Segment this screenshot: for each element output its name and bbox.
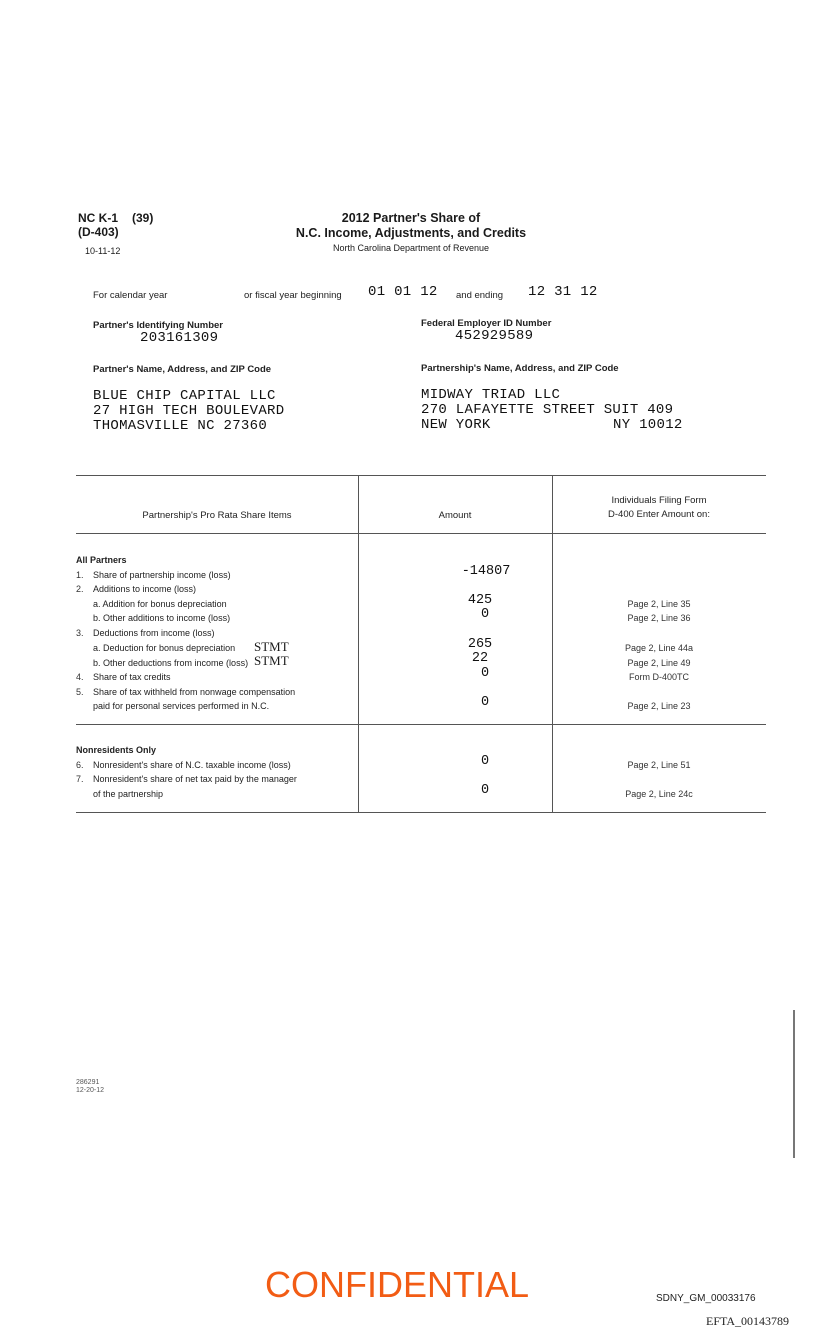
footer-code-2: 12-20-12 [76,1087,105,1094]
row-label: paid for personal services performed in N.C. [93,701,270,711]
fein: 452929589 [455,328,534,344]
row-amount: 0 [480,666,490,681]
bates-number-sdny: SDNY_GM_00033176 [656,1293,756,1304]
agency-name: North Carolina Department of Revenue [332,243,490,253]
partner-name: BLUE CHIP CAPITAL LLC [93,388,276,404]
row-number: 5. [76,687,84,697]
fiscal-year-end: 12 31 12 [528,284,598,300]
partnership-name: MIDWAY TRIAD LLC [421,387,561,403]
row-label: Nonresident's share of N.C. taxable income (loss) [93,760,291,770]
table-section-rule [76,724,766,725]
section-nonresidents: Nonresidents Only [76,745,157,755]
row-label: a. Deduction for bonus depreciation [93,643,236,653]
fiscal-year-begin: 01 01 12 [368,284,438,300]
bates-number-efta: EFTA_00143789 [706,1314,790,1328]
row-amount: 425 [467,593,493,608]
row-amount: 0 [480,695,490,710]
calendar-year-label: For calendar year [93,290,168,301]
fiscal-year-label: or fiscal year beginning [244,290,342,301]
row-amount: 0 [480,754,490,769]
row-number: 1. [76,570,84,580]
footer-code-1: 286291 [76,1079,100,1086]
col-header-items: Partnership's Pro Rata Share Items [142,510,292,521]
row-stmt-marker: STMT [254,639,289,654]
partner-name-label: Partner's Name, Address, and ZIP Code [93,364,272,375]
row-destination: Form D-400TC [628,672,689,682]
confidential-stamp: CONFIDENTIAL [265,1264,530,1305]
partnership-name-label: Partnership's Name, Address, and ZIP Code [421,363,619,374]
row-number: 7. [76,774,84,784]
row-destination: Page 2, Line 23 [627,701,691,711]
row-destination: Page 2, Line 35 [627,599,691,609]
row-number: 6. [76,760,84,770]
partner-id: 203161309 [140,330,219,346]
form-number: (39) [132,211,154,225]
col-header-dest-line1: Individuals Filing Form [611,495,707,506]
fein-label: Federal Employer ID Number [421,318,552,329]
row-destination: Page 2, Line 24c [625,789,693,799]
partnership-state-zip: NY 10012 [613,417,683,433]
partner-city-state-zip: THOMASVILLE NC 27360 [93,418,268,434]
row-label: Share of tax credits [93,672,171,682]
row-label: Additions to income (loss) [93,584,197,594]
table-bottom-rule [76,812,766,813]
row-destination: Page 2, Line 49 [627,658,691,668]
row-label: Share of tax withheld from nonwage compensation [93,687,296,697]
form-code-text: NC K-1 [78,211,119,225]
form-title-line1: 2012 Partner's Share of [341,211,481,225]
form-subcode: (D-403) [78,225,119,239]
form-code [78,211,153,225]
row-amount: -14807 [461,564,511,579]
row-destination: Page 2, Line 51 [627,760,691,770]
table-top-rule [76,475,766,476]
ending-label: and ending [456,290,504,301]
row-label: b. Other additions to income (loss) [93,613,231,623]
row-stmt-marker: STMT [254,653,289,668]
partnership-address: 270 LAFAYETTE STREET SUIT 409 [421,402,674,418]
scan-edge-mark [793,1010,795,1158]
partner-address: 27 HIGH TECH BOULEVARD [93,403,285,419]
row-number: 2. [76,584,84,594]
table-header-rule [76,533,766,534]
section-all-partners: All Partners [76,555,127,565]
col-header-amount: Amount [438,510,472,521]
row-number: 3. [76,628,84,638]
row-amount: 0 [480,607,490,622]
row-destination: Page 2, Line 44a [624,643,694,653]
row-label: Deductions from income (loss) [93,628,215,638]
row-label: Share of partnership income (loss) [93,570,231,580]
partnership-city: NEW YORK [421,417,491,433]
row-destination: Page 2, Line 36 [627,613,691,623]
partner-id-label: Partner's Identifying Number [93,320,224,331]
row-amount: 0 [480,783,490,798]
col-header-dest-line2: D-400 Enter Amount on: [608,509,710,520]
row-amount: 265 [467,637,493,652]
row-label: Nonresident's share of net tax paid by the manager [93,774,297,784]
form-footer-code [76,1079,104,1095]
form-title-line2: N.C. Income, Adjustments, and Credits [295,226,527,240]
table-col-divider-1 [358,475,359,812]
row-label: a. Addition for bonus depreciation [93,599,227,609]
row-label: of the partnership [93,789,164,799]
row-number: 4. [76,672,84,682]
revision-date: 10-11-12 [85,246,121,256]
row-amount: 22 [471,651,489,666]
row-label: b. Other deductions from income (loss) [93,658,249,668]
